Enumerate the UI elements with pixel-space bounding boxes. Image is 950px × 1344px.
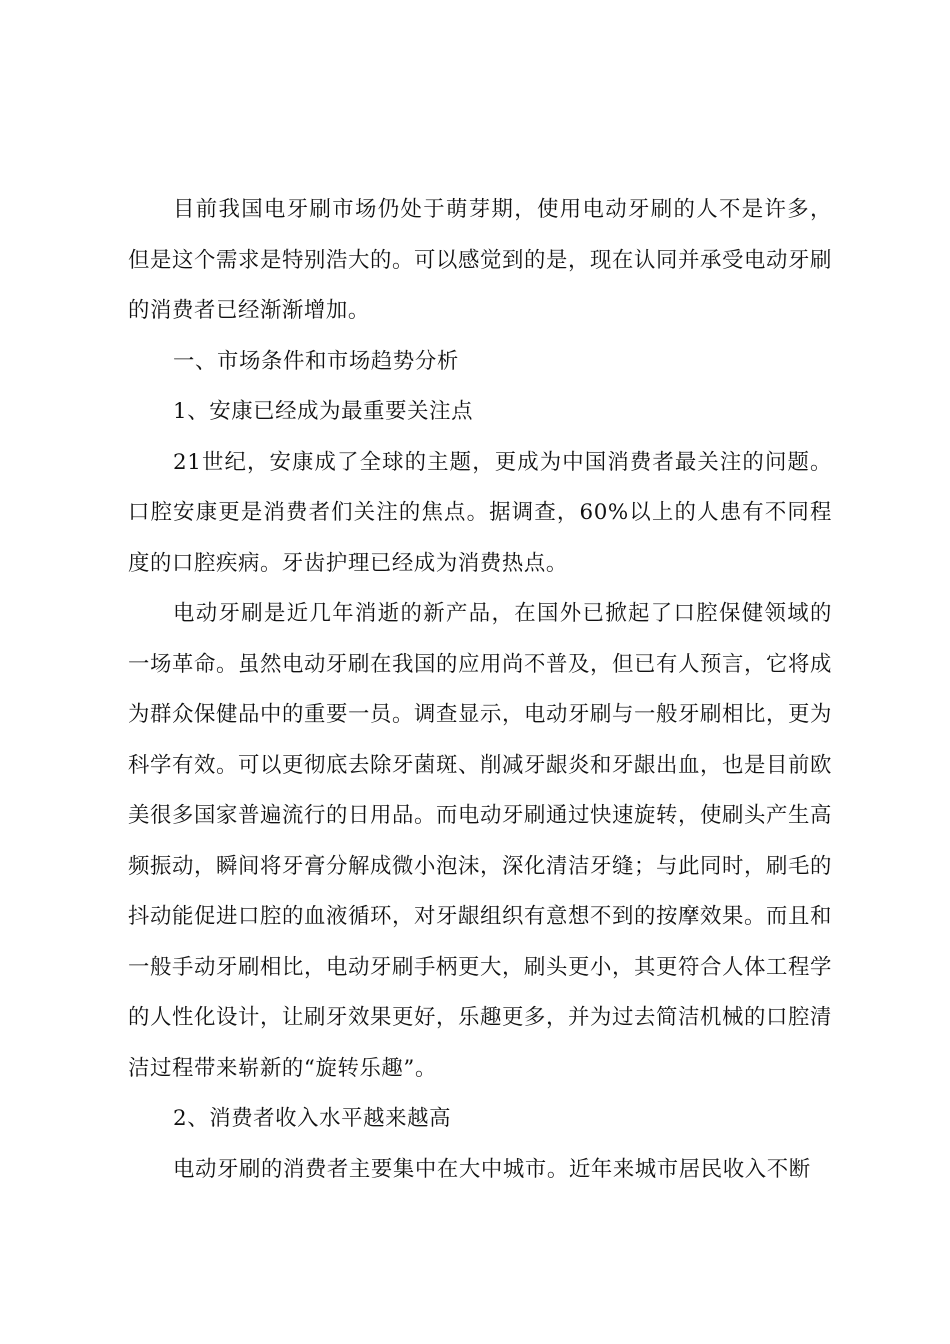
consumer-paragraph: 电动牙刷的消费者主要集中在大中城市。近年来城市居民收入不断 bbox=[173, 1156, 811, 1182]
electric-toothbrush-paragraph: 电动牙刷是近几年消逝的新产品，在国外已掀起了口腔保健领域的一场革命。虽然电动牙刷在我国的应用尚不普及，但已有人预言，它将成为群众保健品中的重要一员。调查显示，电动牙刷与一般牙刷相比，更为科学有效。可以更彻底去除牙菌斑、削减牙龈炎和牙龈出血，也是目前欧美很多国家普遍流行的日用品。而电动牙刷通过快速旋转，使刷头产生高频振动，瞬间将牙膏分解成微小泡沫，深化清洁牙缝；与此同时，刷毛的抖动能促进口腔的血液循环，对牙龈组织有意想不到的按摩效果。而且和一般手动牙刷相比，电动牙刷手柄更大，刷头更小，其更符合人体工程学的人性化设计，让刷牙效果更好，乐趣更多，并为过去简洁机械的口腔清洁过程带来崭新的“旋转乐趣”。 bbox=[128, 601, 832, 1081]
subheading-income-level: 2、消费者收入水平越来越高 bbox=[173, 1106, 452, 1131]
intro-paragraph: 目前我国电牙刷市场仍处于萌芽期，使用电动牙刷的人不是许多，但是这个需求是特别浩大的。可以感觉到的是，现在认同并承受电动牙刷的消费者已经渐渐增加。 bbox=[128, 197, 832, 323]
health-paragraph: 21世纪，安康成了全球的主题，更成为中国消费者最关注的问题。口腔安康更是消费者们关注的焦点。据调查，60%以上的人患有不同程度的口腔疾病。牙齿护理已经成为消费热点。 bbox=[128, 449, 832, 576]
section-heading-market-analysis: 一、市场条件和市场趋势分析 bbox=[173, 348, 459, 374]
subheading-health-focus: 1、安康已经成为最重要关注点 bbox=[173, 399, 474, 424]
document-body bbox=[128, 185, 832, 1195]
